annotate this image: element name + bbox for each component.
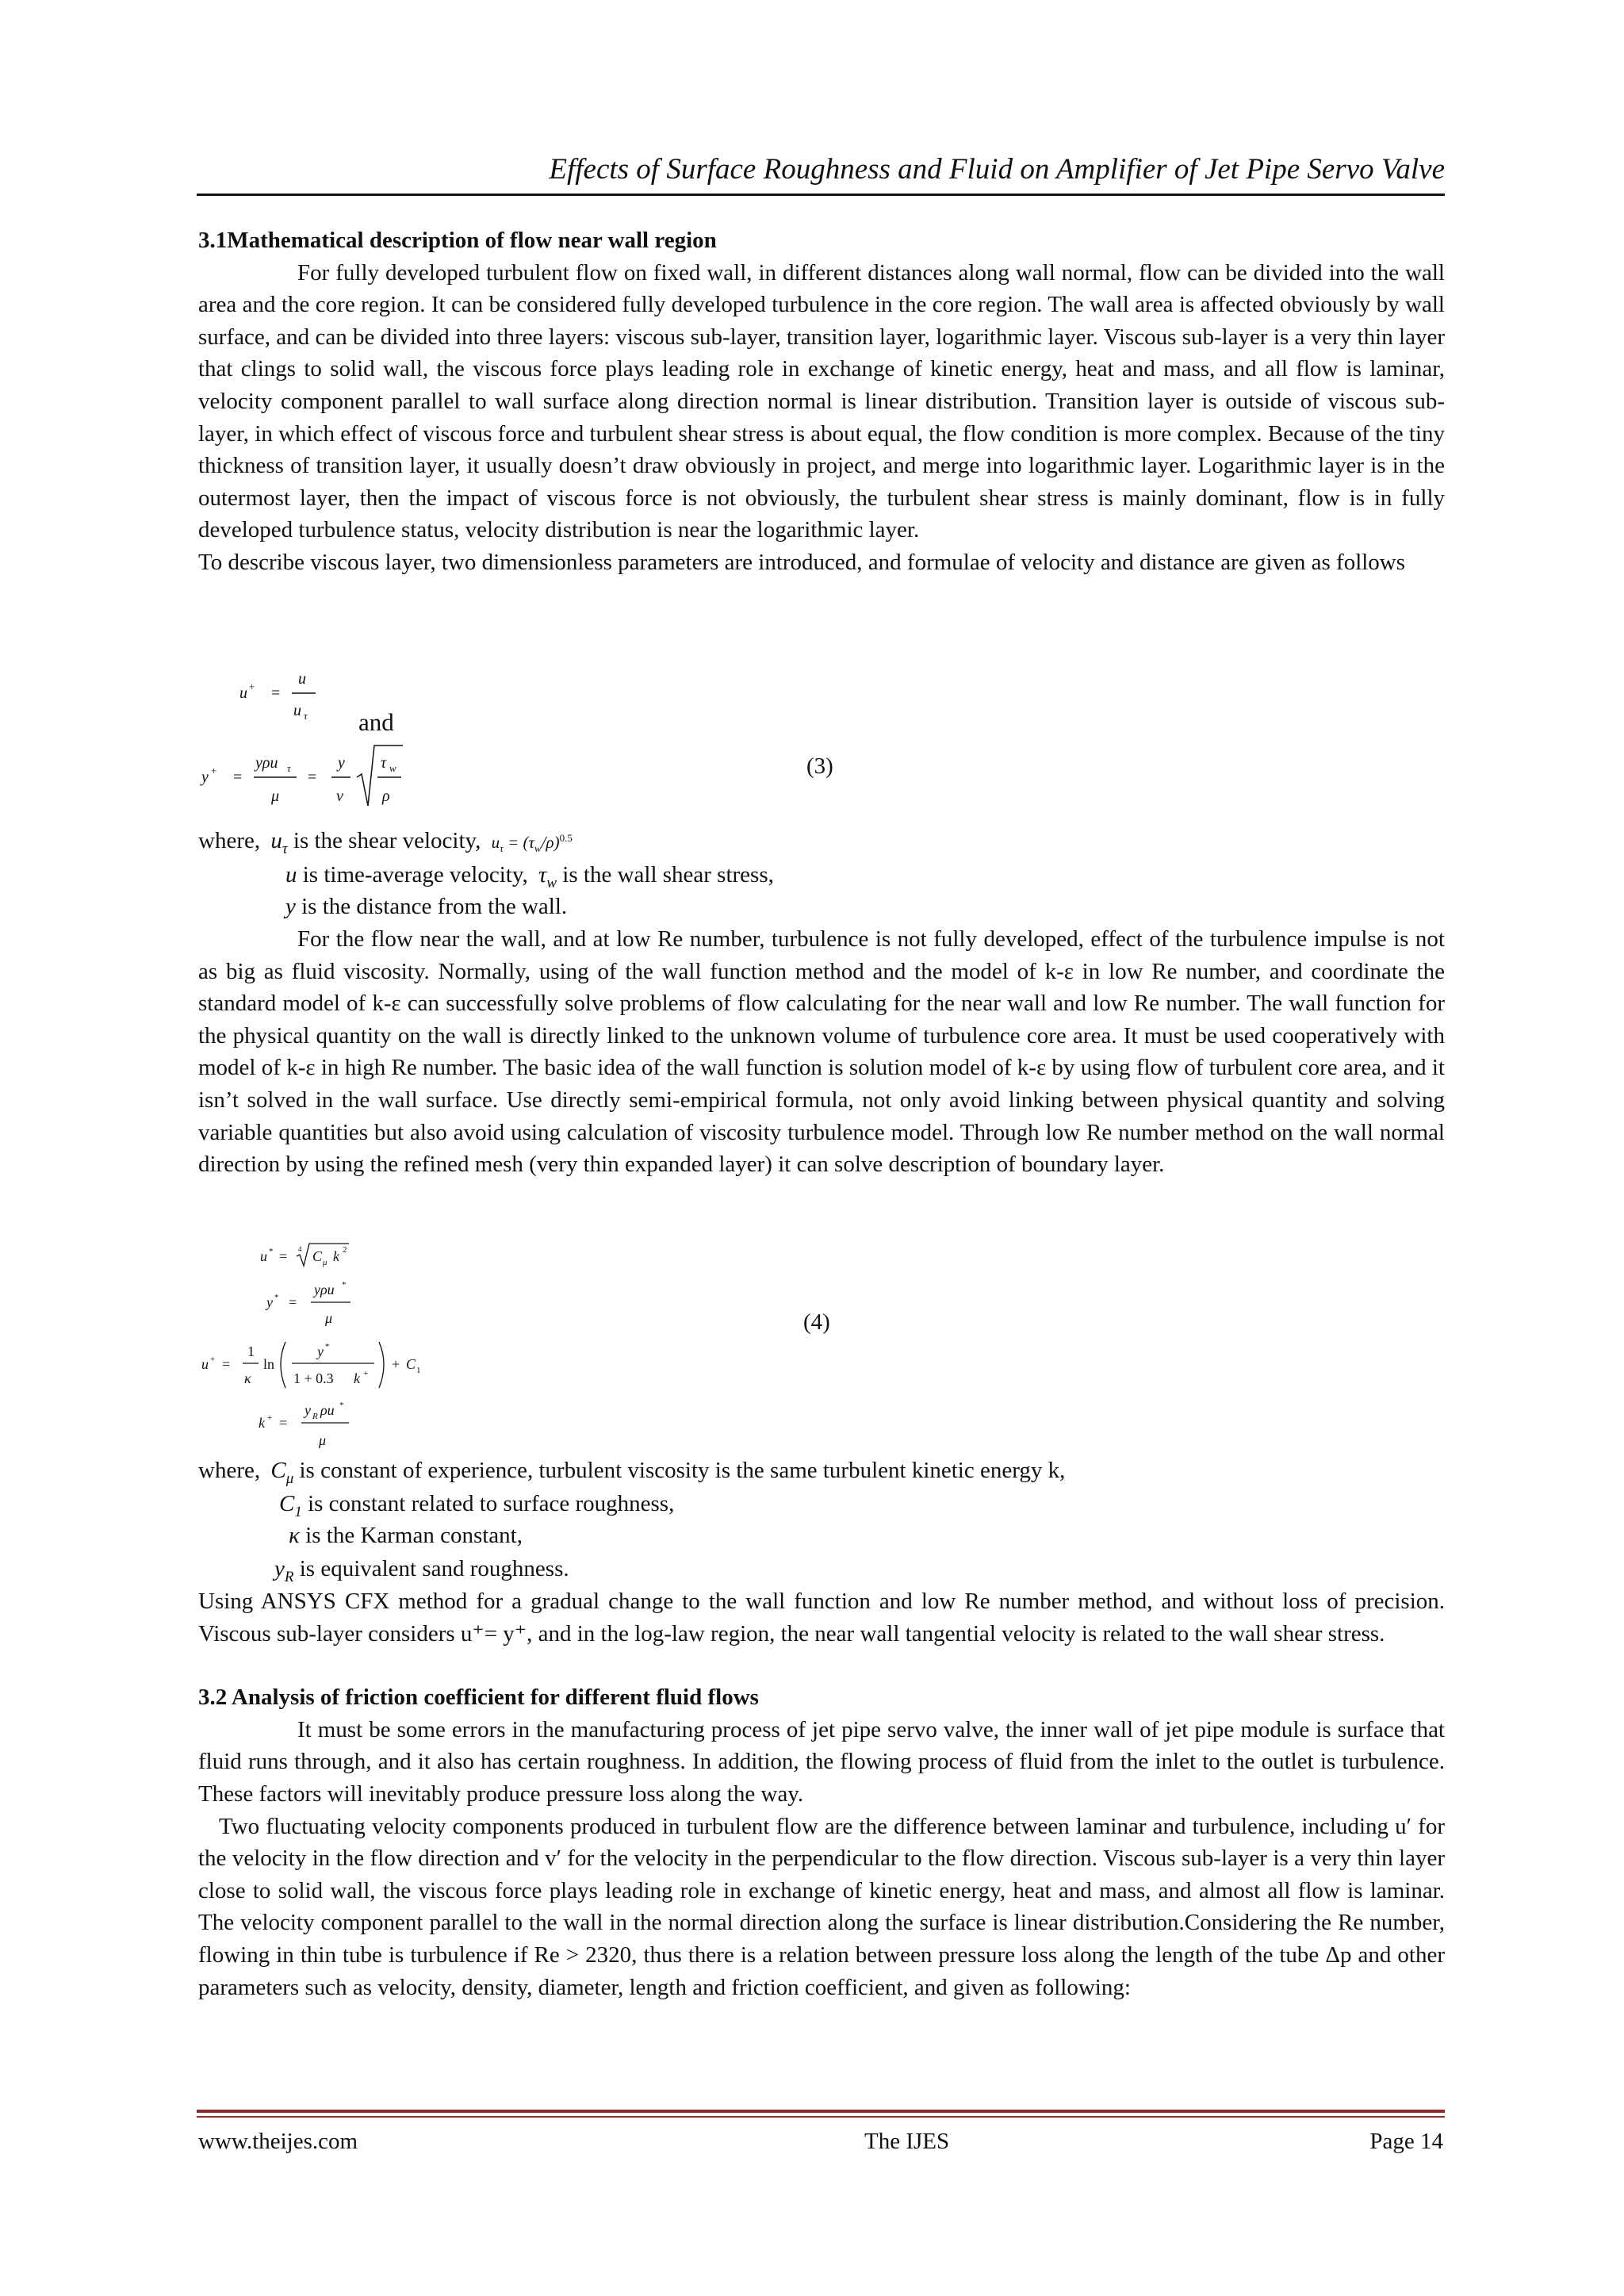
- svg-text:=: =: [222, 1356, 231, 1372]
- svg-text:*: *: [269, 1247, 274, 1256]
- running-header: Effects of Surface Roughness and Fluid on Amplifier of Jet Pipe Servo Valve: [549, 153, 1445, 186]
- svg-text:ln: ln: [263, 1356, 275, 1372]
- svg-text:k: k: [333, 1248, 339, 1264]
- svg-text:+: +: [267, 1413, 273, 1423]
- svg-text:k: k: [259, 1415, 265, 1431]
- paragraph-block: [198, 923, 1445, 1181]
- where-line: where, $C_\mu$ is constant of experience, turbulent viscosity is the same turbulent kinetic energy k,: [198, 1458, 1066, 1487]
- svg-text:μ: μ: [319, 1432, 327, 1448]
- svg-text:=: =: [289, 1294, 297, 1310]
- svg-text:u: u: [298, 670, 306, 688]
- svg-text:τ: τ: [287, 762, 291, 774]
- svg-text:y: y: [338, 754, 345, 772]
- svg-text:+: +: [249, 680, 255, 692]
- svg-text:+: +: [211, 765, 217, 776]
- svg-text:=: =: [279, 1415, 288, 1431]
- svg-text:4: 4: [298, 1245, 302, 1253]
- equation-3-and: and: [358, 708, 394, 736]
- section-heading: 3.1Mathematical description of flow near wall region: [198, 228, 717, 253]
- svg-text:u: u: [260, 1248, 267, 1264]
- svg-text:+: +: [392, 1356, 400, 1372]
- footer-journal: The IJES: [864, 2129, 950, 2154]
- where-line: $y_R$ is equivalent sand roughness.: [274, 1556, 569, 1585]
- footer-website: www.theijes.com: [198, 2129, 358, 2154]
- svg-text:ν: ν: [336, 788, 343, 805]
- svg-text:*: *: [325, 1342, 330, 1351]
- svg-text:1: 1: [416, 1366, 421, 1375]
- svg-text:k: k: [354, 1370, 360, 1386]
- svg-text:yρu: yρu: [314, 1282, 335, 1297]
- where-line: u is time-average velocity, $\tau_w$ is the wall shear stress,: [285, 862, 774, 891]
- footer-rule: [197, 2116, 1445, 2118]
- svg-text:τ: τ: [381, 754, 387, 772]
- svg-text:=: =: [308, 769, 317, 786]
- svg-text:ρ: ρ: [382, 788, 390, 805]
- svg-text:=: =: [279, 1248, 288, 1264]
- equation-3: [198, 666, 500, 817]
- footer-page-number: Page 14: [1369, 2129, 1443, 2154]
- svg-text:+: +: [363, 1369, 369, 1378]
- footer-rule: [197, 2110, 1445, 2113]
- svg-text:y: y: [304, 1402, 311, 1418]
- paragraph: For fully developed turbulent flow on fixed wall, in different distances along wall normal, flow can be divided into the wall area and the core region. It can be considered fully developed turbulence in the core region. The wall area is affected obviously by wall surface, and can be divided into three layers: viscous sub-layer, transition layer, logarithmic layer. Viscous sub-layer is a very thin layer that clings to solid wall, the viscous force plays leading role in exchange of kinetic energy, heat and mass, and all flow is laminar, velocity component parallel to wall surface along direction normal is linear distribution. Transition layer is outside of viscous sub-layer, in which effect of viscous force and turbulent shear stress is about equal, the flow condition is more complex. Because of the tiny thickness of transition layer, it usually doesn’t draw obviously in project, and merge into logarithmic layer. Logarithmic layer is in the outermost layer, then the impact of viscous force is not obviously, the turbulent shear stress is mainly dominant, flow is in fully developed turbulence status, velocity distribution is near the logarithmic layer.: [198, 259, 1445, 543]
- svg-text:w: w: [389, 762, 396, 774]
- svg-text:u: u: [239, 684, 247, 702]
- svg-text:*: *: [339, 1401, 344, 1410]
- svg-text:y: y: [201, 769, 209, 786]
- svg-text:τ: τ: [304, 710, 308, 722]
- equation-4: [198, 1240, 452, 1462]
- where-line: κ is the Karman constant,: [289, 1523, 523, 1548]
- where-line: $C_1$ is constant related to surface roughness,: [279, 1491, 675, 1520]
- svg-text:2: 2: [343, 1245, 347, 1255]
- svg-text:u: u: [293, 702, 301, 719]
- svg-text:C: C: [312, 1248, 323, 1264]
- paragraph: To describe viscous layer, two dimensionless parameters are introduced, and formulae of velocity and distance are given as follows: [198, 549, 1406, 575]
- svg-text:u: u: [201, 1356, 209, 1372]
- svg-text:1: 1: [247, 1343, 255, 1359]
- svg-text:*: *: [274, 1293, 279, 1302]
- svg-text:=: =: [233, 769, 243, 786]
- paragraph: Two fluctuating velocity components produced in turbulent flow are the difference between laminar and turbulence, including u′ for the velocity in the flow direction and v′ for the velocity in the perpendicular to the flow direction. Viscous sub-layer is a very thin layer close to solid wall, the viscous force plays leading role in exchange of kinetic energy, heat and mass, and almost all flow is laminar. The velocity component parallel to the wall in the normal direction along the surface is linear distribution.Considering the Re number, flowing in thin tube is turbulence if Re > 2320, thus there is a relation between pressure loss along the length of the tube Δp and other parameters such as velocity, density, diameter, length and friction coefficient, and given as following:: [198, 1813, 1445, 2000]
- svg-text:y: y: [266, 1294, 273, 1310]
- svg-text:*: *: [342, 1280, 347, 1290]
- where-line: where, $u_\tau$ is the shear velocity, $u_\tau = (\tau_w/\rho)^{0.5}$: [198, 828, 573, 857]
- header-rule: [197, 194, 1445, 196]
- paragraph: For the flow near the wall, and at low Re number, turbulence is not fully developed, effect of the turbulence impulse is not as big as fluid viscosity. Normally, using of the wall function method and the model of k-ε in low Re number, and coordinate the standard model of k-ε can successfully solve problems of flow calculating for the near wall and low Re number. The wall function for the physical quantity on the wall is directly linked to the unknown volume of turbulence core area. It must be used cooperatively with model of k-ε in high Re number. The basic idea of the wall function is solution model of k-ε by using flow of turbulent core area, and it isn’t solved in the wall surface. Use directly semi-empirical formula, not only avoid linking between physical quantity and solving variable quantities but also avoid using calculation of viscosity turbulence model. Through low Re number method on the wall normal direction by using the refined mesh (very thin expanded layer) it can solve description of boundary layer.: [198, 926, 1445, 1178]
- paragraph: It must be some errors in the manufacturing process of jet pipe servo valve, the inner wall of jet pipe module is surface that fluid runs through, and it also has certain roughness. In addition, the flowing process of fluid from the inlet to the outlet is turbulence. These factors will inevitably produce pressure loss along the way.: [198, 1716, 1445, 1807]
- section-3-1: [198, 224, 1445, 579]
- equation-number: (4): [803, 1309, 830, 1335]
- svg-text:R: R: [312, 1412, 318, 1421]
- svg-text:C: C: [406, 1356, 416, 1372]
- svg-text:yρu: yρu: [255, 754, 278, 772]
- svg-text:y: y: [317, 1343, 324, 1359]
- svg-text:1 + 0.3: 1 + 0.3: [293, 1370, 334, 1386]
- svg-text:+: +: [210, 1355, 216, 1364]
- svg-text:μ: μ: [271, 788, 280, 805]
- svg-text:=: =: [271, 684, 281, 702]
- svg-text:μ: μ: [323, 1258, 327, 1267]
- svg-text:ρu: ρu: [320, 1402, 335, 1418]
- svg-text:μ: μ: [325, 1310, 333, 1326]
- equation-number: (3): [806, 753, 833, 779]
- where-line: y is the distance from the wall.: [285, 894, 568, 919]
- section-heading: 3.2 Analysis of friction coefficient for different fluid flows: [198, 1685, 759, 1711]
- svg-text:κ: κ: [244, 1370, 251, 1386]
- paragraph-block: [198, 1585, 1445, 2003]
- paragraph: Using ANSYS CFX method for a gradual change to the wall function and low Re number method, and without loss of precision. Viscous sub-layer considers u⁺= y⁺, and in the log-law region, the near wall tangential velocity is related to the wall shear stress.: [198, 1589, 1445, 1646]
